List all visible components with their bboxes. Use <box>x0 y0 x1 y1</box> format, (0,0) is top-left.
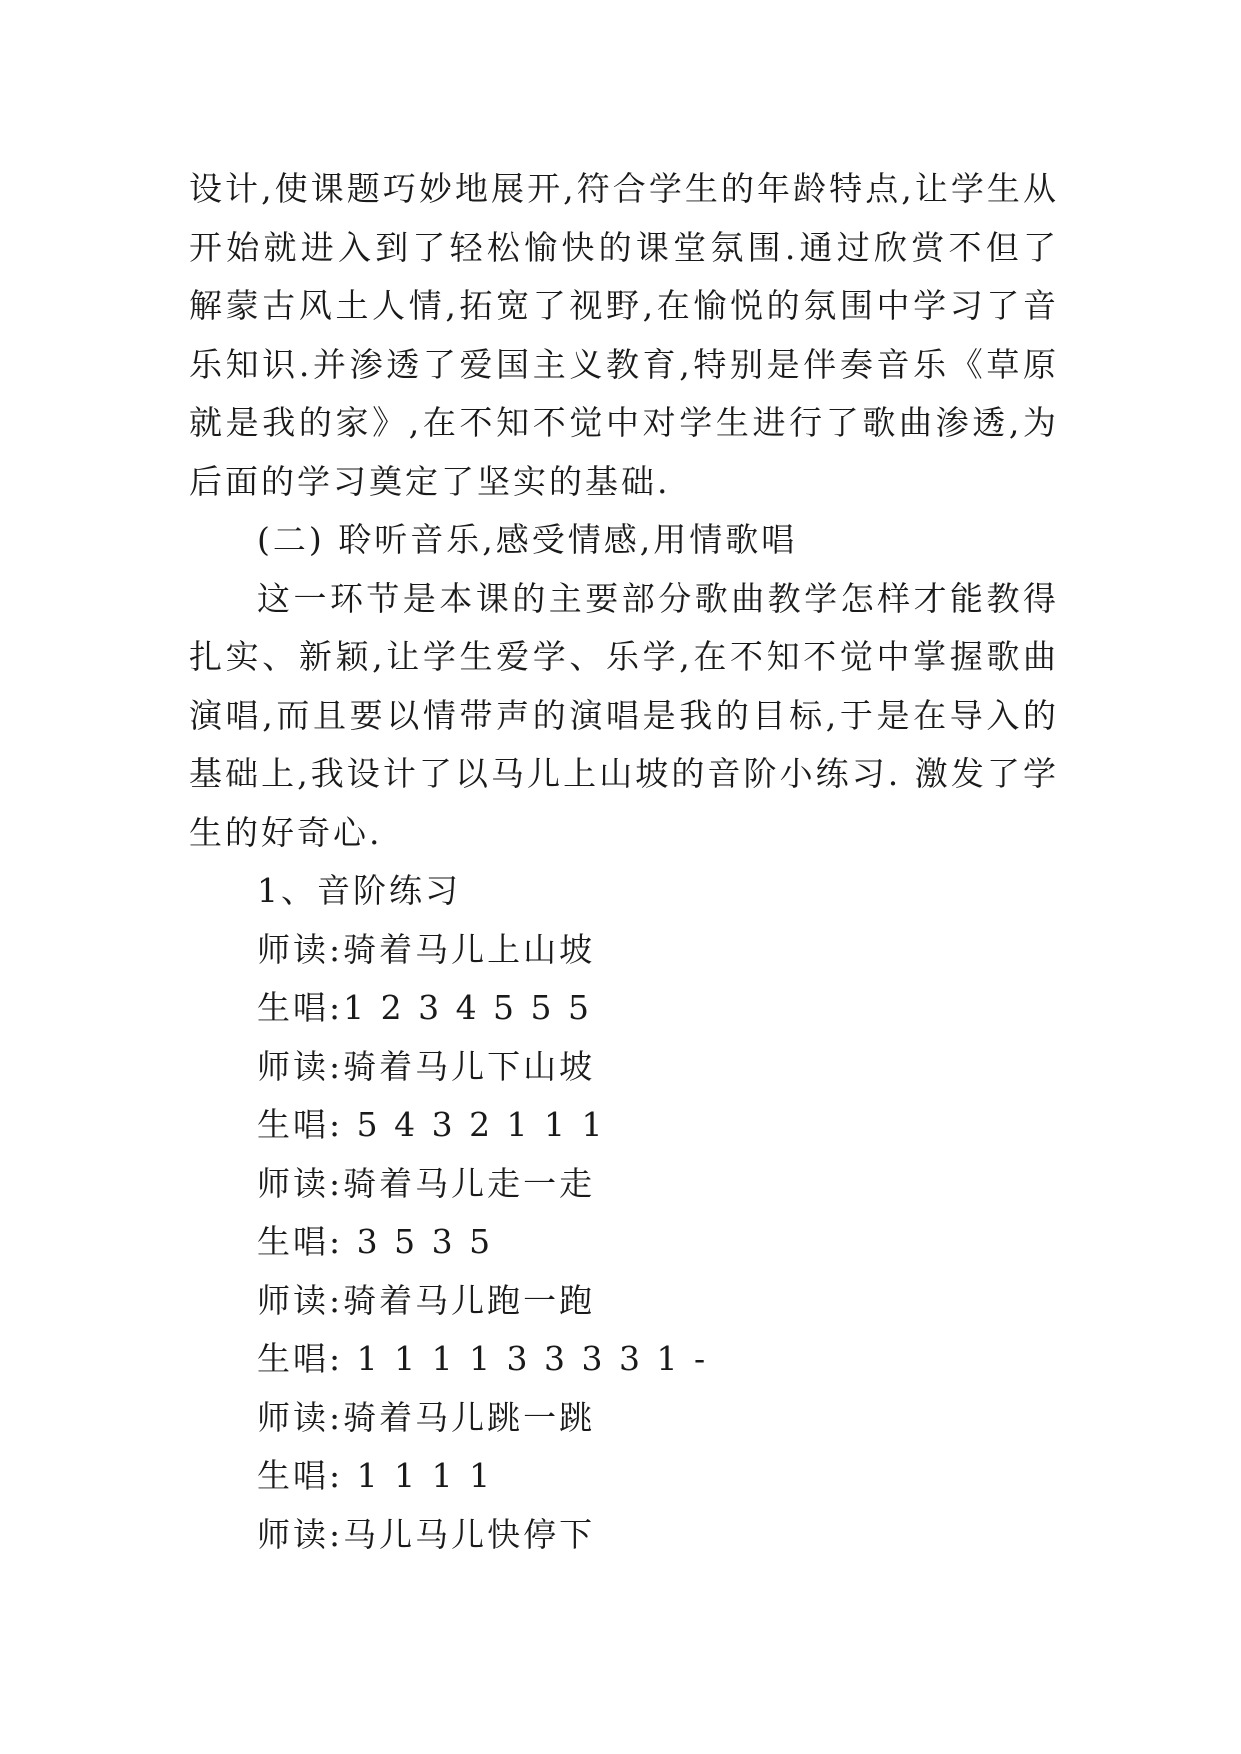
student-line: 生唱: 3 5 3 5 <box>257 1222 494 1261</box>
student-line: 生唱: 1 1 1 1 3 3 3 3 1 - <box>257 1339 709 1378</box>
teacher-line: 师读:骑着马儿跳一跳 <box>257 1397 596 1437</box>
teacher-line: 师读:马儿马儿快停下 <box>257 1514 596 1554</box>
student-line: 生唱:1 2 3 4 5 5 5 <box>257 988 593 1027</box>
teacher-line: 师读:骑着马儿下山坡 <box>257 1046 596 1086</box>
document-body <box>189 160 1059 1564</box>
teacher-line: 师读:骑着马儿上山坡 <box>257 929 596 969</box>
teacher-line: 师读:骑着马儿跑一跑 <box>257 1280 596 1320</box>
paragraph-intro-continued: 设计,使课题巧妙地展开,符合学生的年龄特点,让学生从开始就进入到了轻松愉快的课堂氛围.通过欣赏不但了解蒙古风土人情,拓宽了视野,在愉悦的氛围中学习了音乐知识.并渗透了爱国主义教育,特别是伴奏音乐《草原就是我的家》,在不知不觉中对学生进行了歌曲渗透,为后面的学习奠定了坚实的基础. <box>189 169 1059 501</box>
section-heading: (二) 聆听音乐,感受情感,用情歌唱 <box>257 520 798 559</box>
student-line: 生唱: 1 1 1 1 <box>257 1456 494 1495</box>
teacher-line: 师读:骑着马儿走一走 <box>257 1163 596 1203</box>
exercise-heading: 1、音阶练习 <box>257 871 461 910</box>
paragraph-section-description: 这一环节是本课的主要部分歌曲教学怎样才能教得扎实、新颖,让学生爱学、乐学,在不知不觉中掌握歌曲演唱,而且要以情带声的演唱是我的目标,于是在导入的基础上,我设计了以马儿上山坡的音阶小练习. 激发了学生的好奇心. <box>189 578 1059 852</box>
student-line: 生唱: 5 4 3 2 1 1 1 <box>257 1105 606 1144</box>
